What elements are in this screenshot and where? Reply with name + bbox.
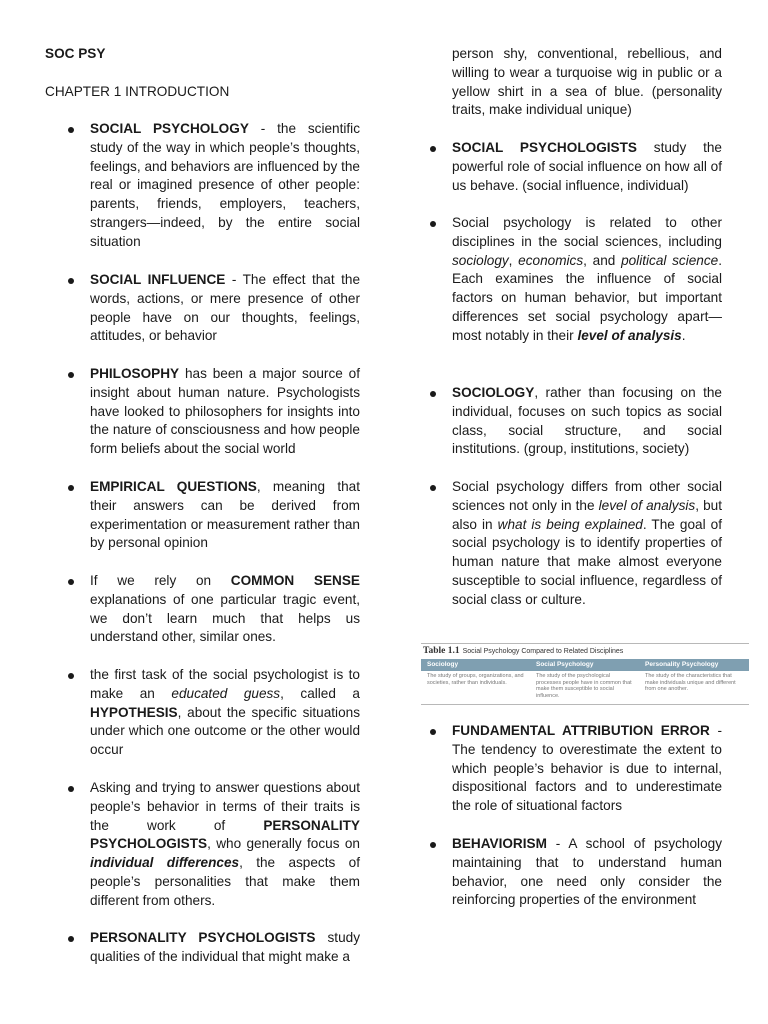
table-header-cell: Sociology <box>427 661 459 668</box>
table-caption-text: Social Psychology Compared to Related Disciplines <box>462 648 624 655</box>
list-item: SOCIAL PSYCHOLOGISTS study the powerful role of social influence on how all of us behave. (social influence, individual) <box>452 139 722 195</box>
bullet-icon <box>68 936 74 942</box>
bullet-icon <box>430 391 436 397</box>
table-header-cell: Personality Psychology <box>645 661 719 668</box>
table-header-cell: Social Psychology <box>536 661 594 668</box>
bullet-icon <box>68 127 74 133</box>
bullet-icon <box>430 485 436 491</box>
list-item: If we rely on COMMON SENSE explanations of one particular tragic event, we don’t learn much that helps us understand other, similar ones. <box>90 572 360 647</box>
table-label: Table 1.1 <box>423 646 460 656</box>
comparison-table-figure <box>421 643 749 705</box>
bullet-icon <box>430 146 436 152</box>
list-item: BEHAVIORISM - A school of psychology maintaining that to understand human behavior, one need only consider the reinforcing properties of the environment <box>452 835 722 910</box>
bullet-icon <box>68 372 74 378</box>
table-cell: The study of the characteristics that make individuals unique and different from one another. <box>645 673 736 692</box>
list-item: Social psychology is related to other disciplines in the social sciences, including sociology, economics, and political science. Each examines the influence of social factors on human behavior, but important differences set social psychology apart—most notably in their level of analysis. <box>452 214 722 346</box>
bullet-icon <box>430 221 436 227</box>
table-rule <box>421 704 749 705</box>
table-header-row <box>421 659 749 671</box>
bullet-icon <box>68 485 74 491</box>
continued-paragraph: person shy, conventional, rebellious, and willing to wear a turquoise wig in public or a yellow shirt in a sea of blue. (personality traits, make individual unique) <box>452 46 722 118</box>
table-cell: The study of the psychological processes people have in common that make them susceptible to social influence. <box>536 673 632 699</box>
bullet-icon <box>430 842 436 848</box>
chapter-heading: CHAPTER 1 INTRODUCTION <box>45 84 230 99</box>
bullet-icon <box>68 673 74 679</box>
list-item: FUNDAMENTAL ATTRIBUTION ERROR - The tendency to overestimate the extent to which people’s behavior is due to internal, dispositional factors and to underestimate the role of situational factors <box>452 722 722 816</box>
doc-title: SOC PSY <box>45 46 106 61</box>
list-item: SOCIAL PSYCHOLOGY - the scientific study of the way in which people’s thoughts, feelings, and behaviors are influenced by the real or imagined presence of other people: parents, friends, employers, teachers, strangers—indeed, by the entire social situation <box>90 120 360 252</box>
list-item: Asking and trying to answer questions about people’s behavior in terms of their traits is the work of PERSONALITY PSYCHOLOGISTS, who generally focus on individual differences, the aspects of people’s personalities that make them different from others. <box>90 779 360 911</box>
bullet-icon <box>68 278 74 284</box>
list-item: Social psychology differs from other social sciences not only in the level of analysis, but also in what is being explained. The goal of social psychology is to identify properties of human nature that make almost everyone susceptible to social influence, regardless of social class or culture. <box>452 478 722 610</box>
list-item: PERSONALITY PSYCHOLOGISTS study qualities of the individual that might make a <box>90 929 360 967</box>
bullet-icon <box>68 579 74 585</box>
list-item: EMPIRICAL QUESTIONS, meaning that their answers can be derived from experimentation or measurement rather than by personal opinion <box>90 478 360 553</box>
table-caption <box>423 644 623 659</box>
table-cell: The study of groups, organizations, and societies, rather than individuals. <box>427 673 524 686</box>
list-item: SOCIOLOGY, rather than focusing on the individual, focuses on such topics as social class, social structure, and social institutions. (group, institutions, society) <box>452 384 722 459</box>
list-item: PHILOSOPHY has been a major source of insight about human nature. Psychologists have looked to philosophers for insights into the nature of consciousness and how people form beliefs about the social world <box>90 365 360 459</box>
bullet-icon <box>430 729 436 735</box>
list-item: SOCIAL INFLUENCE - The effect that the words, actions, or mere presence of other people have on our thoughts, feelings, attitudes, or behavior <box>90 271 360 346</box>
bullet-icon <box>68 786 74 792</box>
list-item: the first task of the social psychologist is to make an educated guess, called a HYPOTHESIS, about the specific situations under which one outcome or the other would occur <box>90 666 360 760</box>
